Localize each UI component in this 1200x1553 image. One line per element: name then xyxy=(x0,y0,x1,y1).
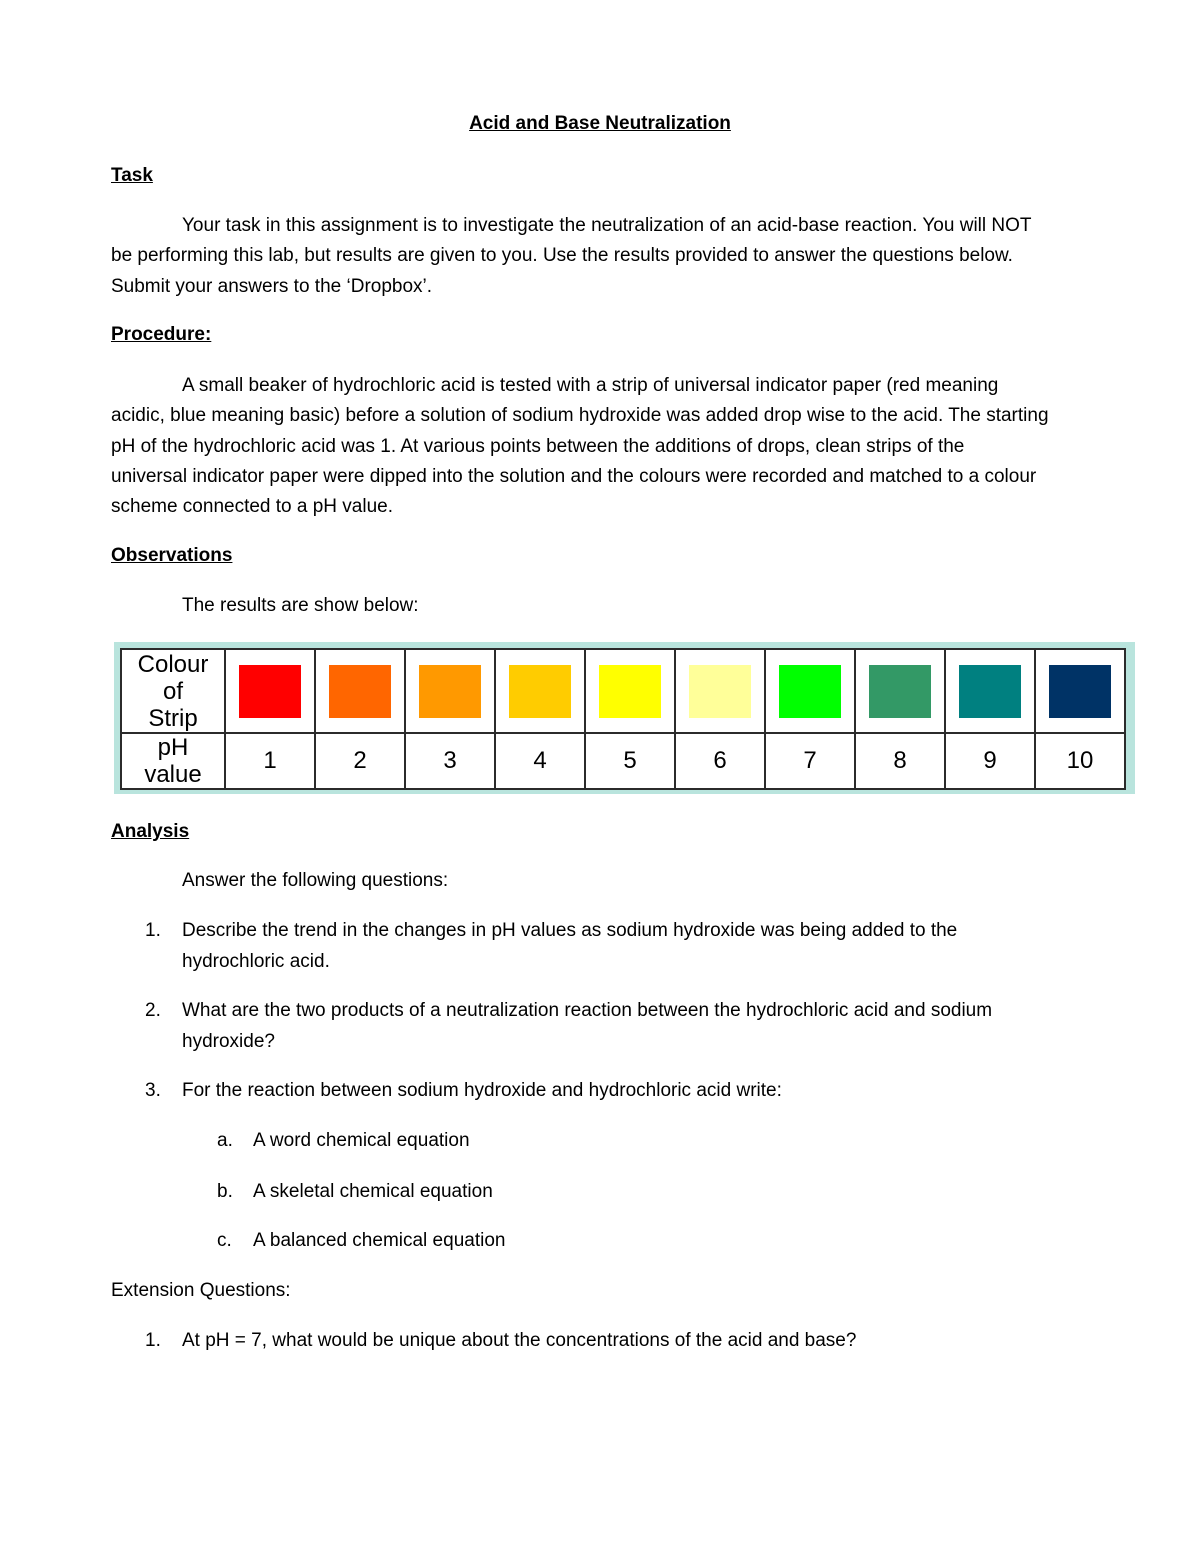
question-text: For the reaction between sodium hydroxide and hydrochloric acid write: xyxy=(182,1080,782,1101)
subquestion-letter: c. xyxy=(217,1230,232,1251)
colour-swatch-ph4 xyxy=(509,665,571,718)
ph-value-cell: 5 xyxy=(585,733,675,789)
ph-value-cell: 7 xyxy=(765,733,855,789)
procedure-line: universal indicator paper were dipped into the solution and the colours were recorded and matched to a colour xyxy=(111,465,1037,487)
task-paragraph xyxy=(111,211,1101,302)
observations-intro: The results are show below: xyxy=(182,595,419,616)
question-text: hydrochloric acid. xyxy=(182,951,330,972)
ph-value-cell: 3 xyxy=(405,733,495,789)
question-text: Describe the trend in the changes in pH values as sodium hydroxide was being added to the xyxy=(182,920,958,941)
task-line: Submit your answers to the ‘Dropbox’. xyxy=(111,275,433,297)
colour-swatch-ph1 xyxy=(239,665,301,718)
question-text: What are the two products of a neutralization reaction between the hydrochloric acid and sodium xyxy=(182,1000,993,1021)
observations-heading: Observations xyxy=(111,545,233,566)
analysis-heading: Analysis xyxy=(111,821,190,842)
subquestion-text: A balanced chemical equation xyxy=(253,1230,506,1251)
ph-value-cell: 1 xyxy=(225,733,315,789)
procedure-line: acidic, blue meaning basic) before a solution of sodium hydroxide was added drop wise to the acid. The starting xyxy=(111,405,1049,427)
colour-row xyxy=(121,649,1125,733)
task-heading: Task xyxy=(111,165,153,186)
ph-colour-table xyxy=(120,648,1126,790)
colour-swatch-ph5 xyxy=(599,665,661,718)
ph-label-line: value xyxy=(144,761,202,788)
colour-swatch-ph9 xyxy=(959,665,1021,718)
ph-value-cell: 9 xyxy=(945,733,1035,789)
colour-swatch-ph7 xyxy=(779,665,841,718)
ph-value-cell: 10 xyxy=(1035,733,1125,789)
question-number: 1. xyxy=(145,1330,161,1351)
task-line: be performing this lab, but results are given to you. Use the results provided to answer the questions below. xyxy=(111,245,1013,267)
colour-swatch-ph8 xyxy=(869,665,931,718)
colour-of-strip-label xyxy=(121,649,225,733)
subquestion-letter: b. xyxy=(217,1181,233,1202)
question-number: 3. xyxy=(145,1080,161,1101)
ph-value-cell: 6 xyxy=(675,733,765,789)
colour-label-line: Strip xyxy=(148,704,198,732)
question-number: 1. xyxy=(145,920,161,941)
ph-value-cell: 8 xyxy=(855,733,945,789)
colour-label-line: Colour xyxy=(137,650,209,678)
extension-heading: Extension Questions: xyxy=(111,1280,291,1301)
procedure-line: A small beaker of hydrochloric acid is tested with a strip of universal indicator paper (red meaning xyxy=(182,375,999,396)
ph-value-cell: 4 xyxy=(495,733,585,789)
subquestion-text: A word chemical equation xyxy=(253,1130,470,1151)
procedure-heading: Procedure: xyxy=(111,324,212,345)
ph-value-label xyxy=(121,733,225,789)
ph-value-cell: 2 xyxy=(315,733,405,789)
procedure-line: pH of the hydrochloric acid was 1. At various points between the additions of drops, clean strips of the xyxy=(111,435,965,457)
ph-label-line: pH xyxy=(157,734,189,761)
question-text: hydroxide? xyxy=(182,1031,275,1052)
question-text: At pH = 7, what would be unique about the concentrations of the acid and base? xyxy=(182,1330,857,1351)
ph-row xyxy=(121,733,1125,789)
procedure-paragraph xyxy=(111,371,1101,522)
colour-swatch-ph3 xyxy=(419,665,481,718)
procedure-line: scheme connected to a pH value. xyxy=(111,496,394,518)
task-line: Your task in this assignment is to investigate the neutralization of an acid-base reaction. You will NOT xyxy=(182,215,1032,236)
subquestion-letter: a. xyxy=(217,1130,233,1151)
colour-label-line: of xyxy=(162,677,183,705)
colour-swatch-ph10 xyxy=(1049,665,1111,718)
colour-swatch-ph6 xyxy=(689,665,751,718)
document-title: Acid and Base Neutralization xyxy=(469,113,731,134)
colour-swatch-ph2 xyxy=(329,665,391,718)
analysis-intro: Answer the following questions: xyxy=(182,870,449,891)
question-number: 2. xyxy=(145,1000,161,1021)
subquestion-text: A skeletal chemical equation xyxy=(253,1181,493,1202)
